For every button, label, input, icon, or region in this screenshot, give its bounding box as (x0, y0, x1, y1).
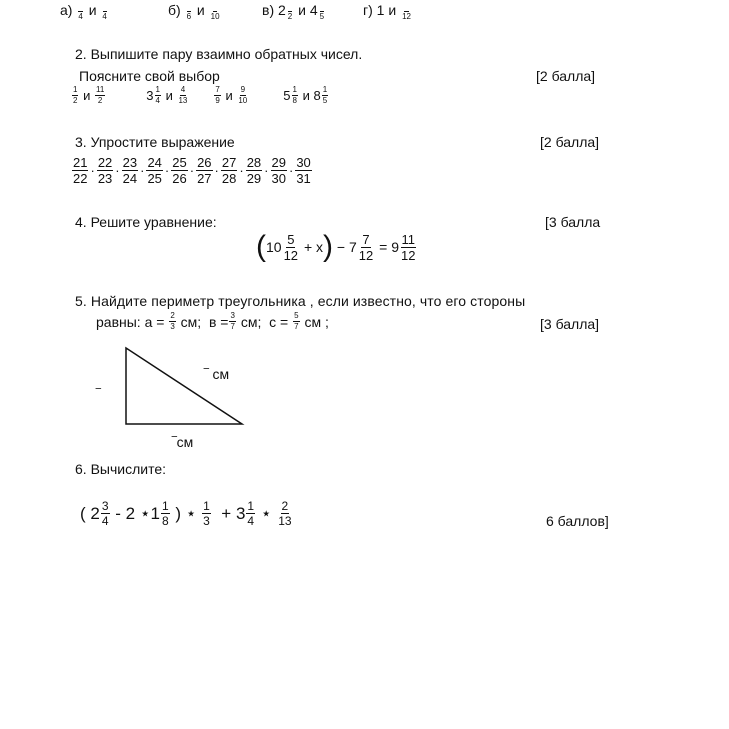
and-word: и (165, 88, 173, 103)
option-g (363, 2, 413, 21)
q5-b-prefix: в = (208, 313, 229, 330)
q4-points: [3 балла (545, 214, 601, 230)
q5-line2 (96, 312, 329, 331)
triangle-label-left: ‾ (96, 386, 101, 402)
multiply-dot: · (264, 163, 269, 178)
q5-prefix: равны: а = (96, 313, 165, 330)
triangle-shape (126, 348, 242, 424)
fraction: 4 (77, 2, 83, 21)
q3-fraction (171, 156, 187, 185)
denominator: 31 (296, 171, 311, 186)
whole-part: 4 (309, 2, 318, 19)
multiply-dot: · (214, 163, 219, 178)
triangle-label-bottom: ‾см (172, 434, 194, 450)
denominator: 30 (271, 171, 286, 186)
denominator: 26 (172, 171, 187, 186)
and-word: и (225, 88, 233, 103)
fraction: 5 (319, 2, 325, 21)
and-word: и (302, 88, 310, 103)
fraction: $\frac{3}{7}$ (230, 311, 235, 331)
q3-fraction (246, 156, 262, 185)
q5-c-prefix: с = (269, 313, 289, 330)
minus-sign: − (336, 239, 346, 255)
q3-fraction (122, 156, 138, 185)
multiply-dot: · (189, 163, 195, 178)
fraction: $\frac{4}{13}$ (178, 85, 188, 105)
denominator: 23 (97, 171, 113, 186)
minus-two-times-one: - 2 ⋆1 (115, 503, 160, 523)
q2-pair-3 (213, 86, 249, 105)
q2-pair-4 (283, 86, 329, 105)
numerator: 21 (73, 155, 88, 170)
fraction: $\frac{7}{9}$ (215, 85, 220, 105)
plus-x: + x (303, 239, 324, 255)
q3-title: 3. Упростите выражение (75, 134, 235, 150)
q3-fraction (146, 156, 162, 185)
fraction: 12 (401, 2, 412, 21)
fraction: $\frac{1}{4}$ (247, 499, 255, 528)
and-word: и (83, 88, 91, 103)
option-b-label: б) (168, 2, 181, 19)
q6-points: 6 баллов] (546, 513, 609, 529)
multiply-dot: · (115, 163, 120, 178)
fraction: $\frac{5}{7}$ (294, 311, 299, 331)
numerator: 23 (122, 155, 138, 170)
numerator: 28 (246, 155, 262, 170)
paren-close: ) (323, 230, 334, 263)
paren-close-times: ) ⋆ (175, 503, 197, 523)
numerator: 24 (147, 155, 162, 170)
q2-pair-2 (146, 86, 189, 105)
whole-part: 9 (391, 239, 400, 255)
fraction: $\frac{1}{3}$ (203, 499, 210, 528)
q3-points: [2 балла] (540, 134, 600, 150)
and-word: и (298, 2, 306, 19)
q4-equation (256, 232, 417, 262)
whole-part: 2 (278, 2, 286, 19)
fraction: $\frac{2}{3}$ (170, 311, 175, 331)
denominator: 28 (221, 171, 237, 186)
plus-three: + 3 (221, 503, 246, 523)
multiply-dot: · (239, 163, 244, 178)
option-v-label: в) (262, 2, 275, 19)
fraction: $\frac{1}{8}$ (161, 499, 169, 528)
denominator: 24 (122, 171, 138, 186)
fraction: $\frac{11}{2}$ (95, 85, 105, 105)
whole-part: 1 (376, 2, 385, 19)
option-a (60, 2, 109, 21)
multiply-dot: · (164, 163, 170, 178)
q3-fraction (271, 156, 287, 185)
numerator: 22 (97, 155, 113, 170)
numerator: 30 (296, 155, 311, 170)
fraction: $\frac{5}{12}$ (283, 231, 299, 263)
whole-part: 8 (313, 88, 321, 103)
fraction: 6 (186, 2, 192, 21)
numerator: 27 (221, 155, 237, 170)
q3-expression (71, 156, 313, 185)
and-word: и (88, 2, 97, 19)
q2-pairs (71, 86, 329, 105)
fraction: $\frac{1}{5}$ (322, 85, 328, 105)
whole-part: 3 (146, 88, 154, 103)
option-a-label: а) (60, 2, 73, 19)
denominator: 22 (73, 171, 88, 186)
equals-sign: = (379, 239, 388, 255)
denominator: 27 (197, 171, 212, 186)
triangle-label-hypotenuse: ‾ см (204, 366, 230, 382)
q3-fraction (295, 156, 311, 185)
paren-open: ( (256, 230, 266, 263)
q2-subtitle: Поясните свой выбор (79, 68, 220, 84)
q2-points: [2 балла] (536, 68, 596, 84)
fraction: $\frac{11}{12}$ (401, 231, 416, 263)
whole-part: 5 (283, 88, 291, 103)
task1-options-row (0, 0, 729, 22)
q4-title: 4. Решите уравнение: (75, 214, 217, 230)
fraction: $\frac{2}{13}$ (278, 499, 292, 528)
option-v (262, 2, 326, 21)
numerator: 26 (197, 155, 212, 170)
times-sign: ⋆ (260, 503, 272, 523)
fraction: $\frac{1}{8}$ (292, 85, 297, 105)
q3-fraction (221, 156, 237, 185)
q2-pair-1 (71, 86, 106, 105)
triangle-figure (118, 342, 250, 432)
q5-points: [3 балла] (540, 316, 600, 332)
whole-part: 2 (90, 503, 100, 523)
unit: см; (240, 313, 262, 330)
multiply-dot: · (140, 163, 145, 178)
numerator: 29 (271, 155, 286, 170)
q5-line1: 5. Найдите периметр треугольника , если известно, что его стороны (75, 293, 526, 309)
paren-open: ( (80, 503, 86, 523)
option-g-label: г) (363, 2, 373, 19)
and-word: и (196, 2, 205, 19)
q3-fraction (196, 156, 212, 185)
unit: см; (180, 313, 202, 330)
fraction: $\frac{3}{4}$ (101, 499, 109, 528)
whole-part: 10 (266, 239, 282, 255)
q6-expression (80, 500, 294, 527)
q2-title: 2. Выпишите пару взаимно обратных чисел. (75, 46, 363, 62)
fraction: $\frac{7}{12}$ (358, 231, 374, 263)
q3-fraction (97, 156, 113, 185)
fraction: 2 (287, 2, 293, 21)
multiply-dot: · (90, 163, 95, 178)
multiply-dot: · (288, 163, 294, 178)
fraction: 4 (101, 2, 107, 21)
denominator: 25 (147, 171, 162, 186)
fraction: $\frac{1}{4}$ (155, 85, 160, 105)
unit: см ; (304, 313, 329, 330)
fraction: $\frac{9}{10}$ (238, 85, 248, 105)
q3-fraction (72, 156, 88, 185)
q6-title: 6. Вычислите: (75, 461, 166, 477)
fraction: 10 (210, 2, 221, 21)
fraction: $\frac{1}{2}$ (73, 85, 78, 105)
whole-part: 7 (348, 239, 357, 255)
option-b (168, 2, 222, 21)
and-word: и (388, 2, 397, 19)
denominator: 29 (246, 171, 262, 186)
numerator: 25 (172, 155, 187, 170)
